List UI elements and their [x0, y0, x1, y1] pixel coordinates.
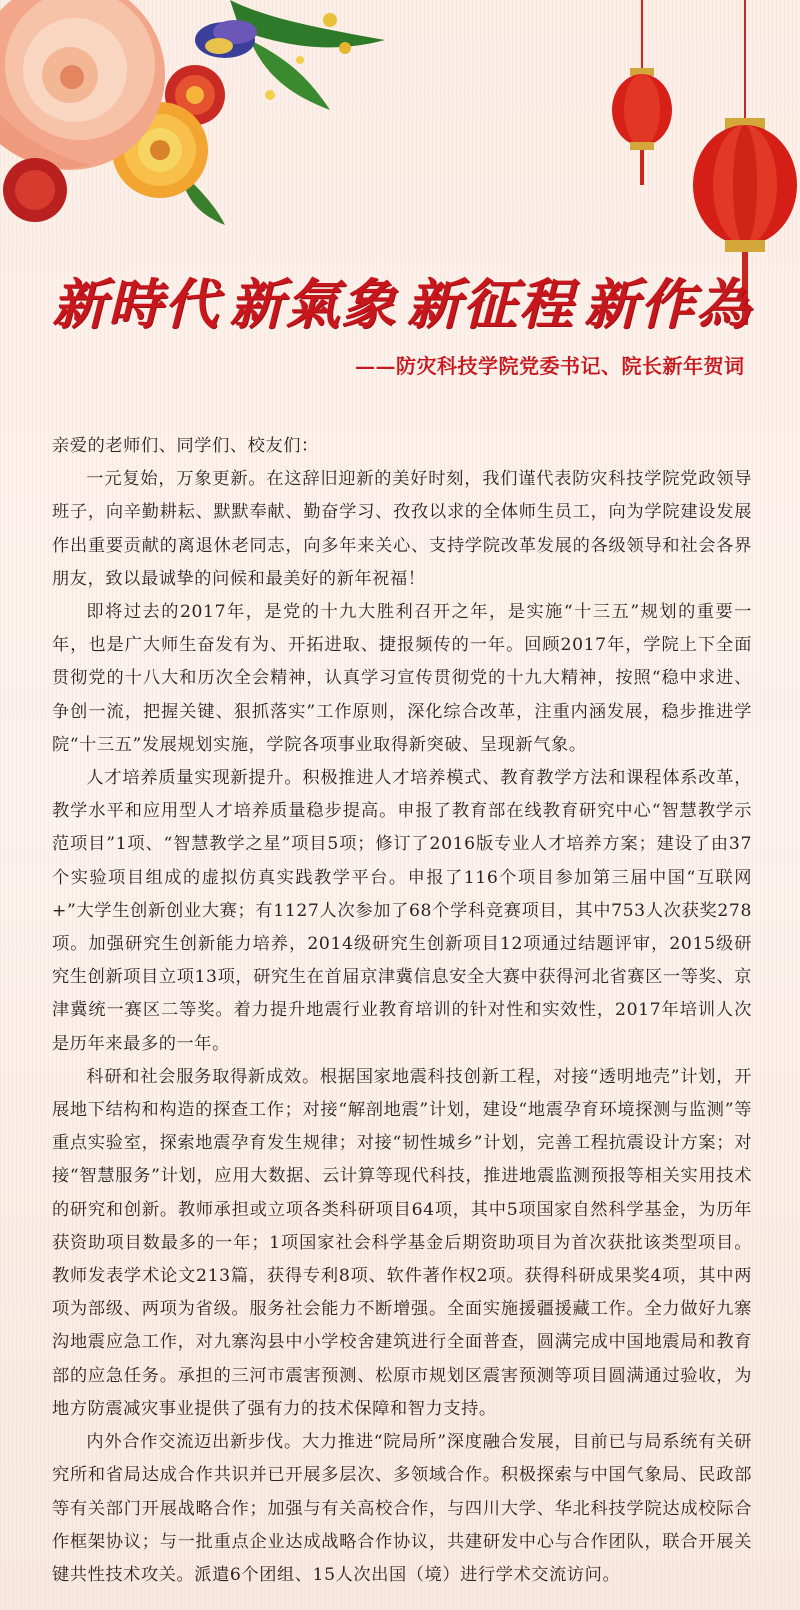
headline-phrase-1: 新時代: [52, 272, 220, 336]
headline-phrase-3: 新征程: [406, 272, 575, 336]
letter-body: [52, 430, 752, 1592]
paragraph-greeting: 一元复始，万象更新。在这辞旧迎新的美好时刻，我们谨代表防灾科技学院党政领导班子，向辛勤耕耘、默默奉献、勤奋学习、孜孜以求的全体师生员工，向为学院建设发展作出重要贡献的离退休老同志，向多年来关心、支持学院改革发展的各级领导和社会各界朋友，致以最诚挚的问候和最美好的新年祝福！: [52, 469, 752, 589]
subtitle: ——防灾科技学院党委书记、院长新年贺词: [355, 354, 745, 378]
peony-flowers-icon: [0, 0, 410, 230]
paragraph-talent-training: 人才培养质量实现新提升。积极推进人才培养模式、教育教学方法和课程体系改革，教学水平和应用型人才培养质量稳步提高。申报了教育部在线教育研究中心“智慧教学示范项目”1项、“智慧教学之星”项目5项；修订了2016版专业人才培养方案；建设了由37个实验项目组成的虚拟仿真实践教学平台。申报了116个项目参加第三届中国“互联网+”大学生创新创业大赛；有1127人次参加了68个学科竞赛项目，其中753人次获奖278项。加强研究生创新能力培养，2014级研究生创新项目12项通过结题评审，2015级研究生创新项目立项13项，研究生在首届京津冀信息安全大赛中获得河北省赛区一等奖、京津冀统一赛区二等奖。着力提升地震行业教育培训的针对性和实效性，2017年培训人次是历年来最多的一年。: [52, 768, 752, 1054]
headline: [52, 262, 752, 339]
headline-phrase-4: 新作為: [583, 272, 752, 336]
salutation: 亲爱的老师们、同学们、校友们：: [52, 436, 319, 456]
paragraph-review-2017: 即将过去的2017年，是党的十九大胜利召开之年，是实施“十三五”规划的重要一年，也是广大师生奋发有为、开拓进取、捷报频传的一年。回顾2017年，学院上下全面贯彻党的十八大和历次全会精神，认真学习宣传贯彻党的十九大精神，按照“稳中求进、争创一流，把握关键、狠抓落实”工作原则，深化综合改革，注重内涵发展，稳步推进学院“十三五”发展规划实施，学院各项事业取得新突破、呈现新气象。: [52, 602, 752, 755]
paragraph-cooperation: 内外合作交流迈出新步伐。大力推进“院局所”深度融合发展，目前已与局系统有关研究所和省局达成合作共识并已开展多层次、多领域合作。积极探索与中国气象局、民政部等有关部门开展战略合作；加强与有关高校合作，与四川大学、华北科技学院达成校际合作框架协议；与一批重点企业达成战略合作协议，共建研发中心与合作团队，联合开展关键共性技术攻关。派遣6个团组、15人次出国（境）进行学术交流访问。: [52, 1432, 752, 1585]
headline-phrase-2: 新氣象: [229, 272, 398, 336]
paragraph-research-service: 科研和社会服务取得新成效。根据国家地震科技创新工程，对接“透明地壳”计划，开展地下结构和构造的探查工作；对接“解剖地震”计划，建设“地震孕育环境探测与监测”等重点实验室，探索地震孕育发生规律；对接“韧性城乡”计划，完善工程抗震设计方案；对接“智慧服务”计划，应用大数据、云计算等现代科技，推进地震监测预报等相关实用技术的研究和创新。教师承担或立项各类科研项目64项，其中5项国家自然科学基金，为历年获资助项目数最多的一年；1项国家社会科学基金后期资助项目为首次获批该类型项目。教师发表学术论文213篇，获得专利8项、软件著作权2项。获得科研成果奖4项，其中两项为部级、两项为省级。服务社会能力不断增强。全面实施援疆援藏工作。全力做好九寨沟地震应急工作，对九寨沟县中小学校舍建筑进行全面普查，圆满完成中国地震局和教育部的应急任务。承担的三河市震害预测、松原市规划区震害预测等项目圆满通过验收，为地方防震减灾事业提供了强有力的技术保障和智力支持。: [52, 1066, 752, 1419]
